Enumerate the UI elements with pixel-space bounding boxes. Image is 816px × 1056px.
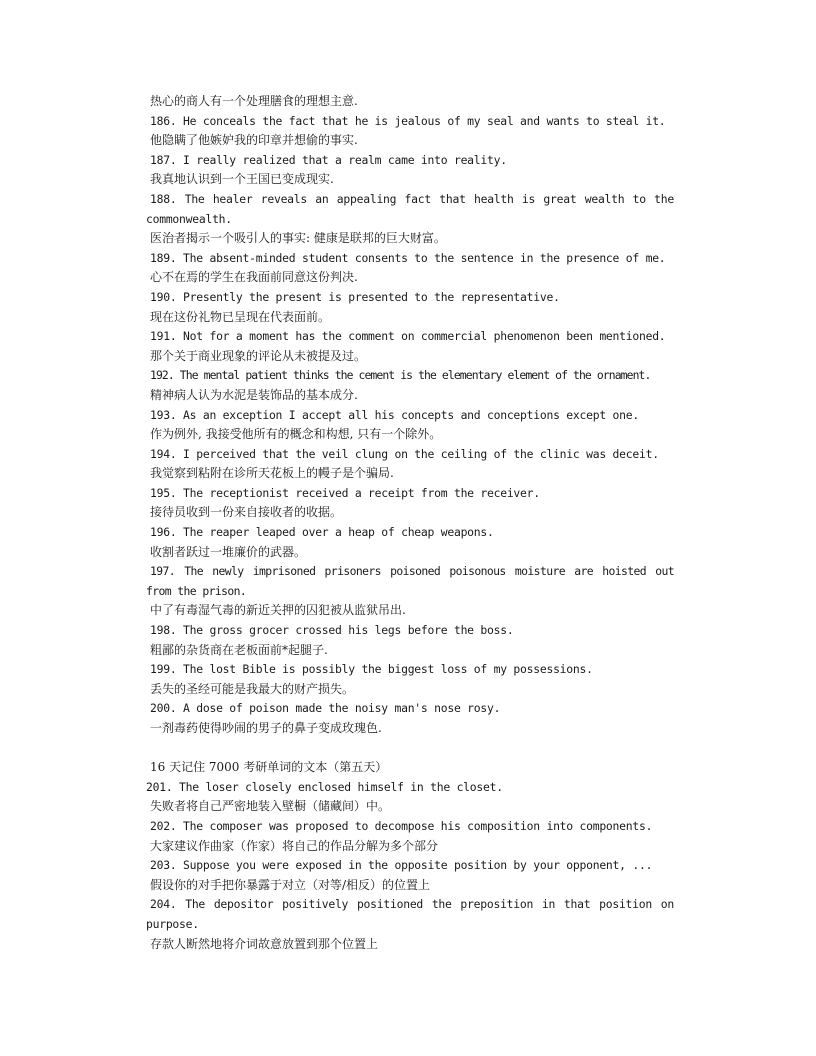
sentence-english: 197. The newly imprisoned prisoners poisoned poisonous moisture are hoisted out from the prison. [146,564,674,598]
sentence-translation: 粗鄙的杂货商在老板面前*起腿子. [150,642,328,657]
sentence-english: 190. Presently the present is presented to the representative. [150,289,560,304]
sentence-translation: 他隐瞒了他嫉妒我的印章并想偷的事实. [150,133,358,148]
sentence-translation: 一剂毒药使得吵闹的男子的鼻子变成玫瑰色. [150,721,382,735]
sentence-translation: 医治者揭示一个吸引人的事实: 健康是联邦的巨大财富。 [150,231,446,246]
sentence-translation: 接待员收到一份来自接收者的收据。 [150,505,343,520]
sentence-translation: 热心的商人有一个处理膳食的理想主意. [150,94,358,108]
sentence-translation: 丢失的圣经可能是我最大的财产损失。 [150,681,355,696]
sentence-english: 192. The mental patient thinks the cement is the elementary element of the ornament. [150,368,651,383]
sentence-english: 198. The gross grocer crossed his legs before the boss. [150,623,514,638]
sentence-english: 203. Suppose you were exposed in the opposite position by your opponent, ... [150,858,653,873]
sentence-english: 193. As an exception I accept all his concepts and conceptions except one. [150,407,639,422]
sentence-translation: 收割者跃过一堆廉价的武器。 [150,544,307,559]
sentence-translation: 失败者将自己严密地装入壁橱（储藏间）中。 [150,799,391,814]
sentence-english: 189. The absent-minded student consents to the sentence in the presence of me. [150,250,666,265]
sentence-translation: 存款人断然地将介词故意放置到那个位置上 [150,936,379,951]
sentence-english: 200. A dose of poison made the noisy man's nose rosy. [150,701,501,716]
paragraph-spacer [146,739,674,759]
sentence-english: 204. The depositor positively positioned the preposition in that position on purpose. [146,897,674,931]
sentence-translation: 那个关于商业现象的评论从未被提及过。 [150,348,367,363]
sentence-english: 187. I really realized that a realm came into reality. [150,152,507,167]
sentence-translation: 我觉察到粘附在诊所天花板上的幔子是个骗局. [150,466,394,481]
sentence-translation: 心不在焉的学生在我面前同意这份判决. [150,270,358,285]
sentence-english: 186. He conceals the fact that he is jealous of my seal and wants to steal it. [150,113,666,128]
sentence-english: 199. The lost Bible is possibly the biggest loss of my possessions. [150,662,593,677]
sentence-translation: 我真地认识到一个王国已变成现实. [150,172,334,187]
sentence-translation: 假设你的对手把你暴露于对立（对等/相反）的位置上 [150,877,431,892]
document-body [146,92,674,954]
sentence-english: 195. The receptionist received a receipt from the receiver. [150,485,540,500]
section-heading: 16 天记住 7000 考研单词的文本（第五天） [150,760,388,775]
sentence-english: 202. The composer was proposed to decompose his composition into components. [150,818,653,833]
sentence-translation: 中了有毒湿气毒的新近关押的囚犯被从监狱吊出. [150,603,406,618]
sentence-translation: 大家建议作曲家（作家）将自己的作品分解为多个部分 [150,838,439,853]
sentence-english: 188. The healer reveals an appealing fact that health is great wealth to the commonwealth. [146,191,674,226]
sentence-translation: 作为例外, 我接受他所有的概念和构想, 只有一个除外。 [150,427,442,442]
sentence-english: 196. The reaper leaped over a heap of cheap weapons. [150,525,494,540]
sentence-translation: 精神病人认为水泥是装饰品的基本成分. [150,387,358,402]
sentence-translation: 现在这份礼物已呈现在代表面前。 [150,309,331,324]
sentence-english: 201. The loser closely enclosed himself in the closet. [146,779,503,794]
sentence-english: 194. I perceived that the veil clung on the ceiling of the clinic was deceit. [150,446,659,461]
sentence-english: 191. Not for a moment has the comment on commercial phenomenon been mentioned. [150,329,666,344]
